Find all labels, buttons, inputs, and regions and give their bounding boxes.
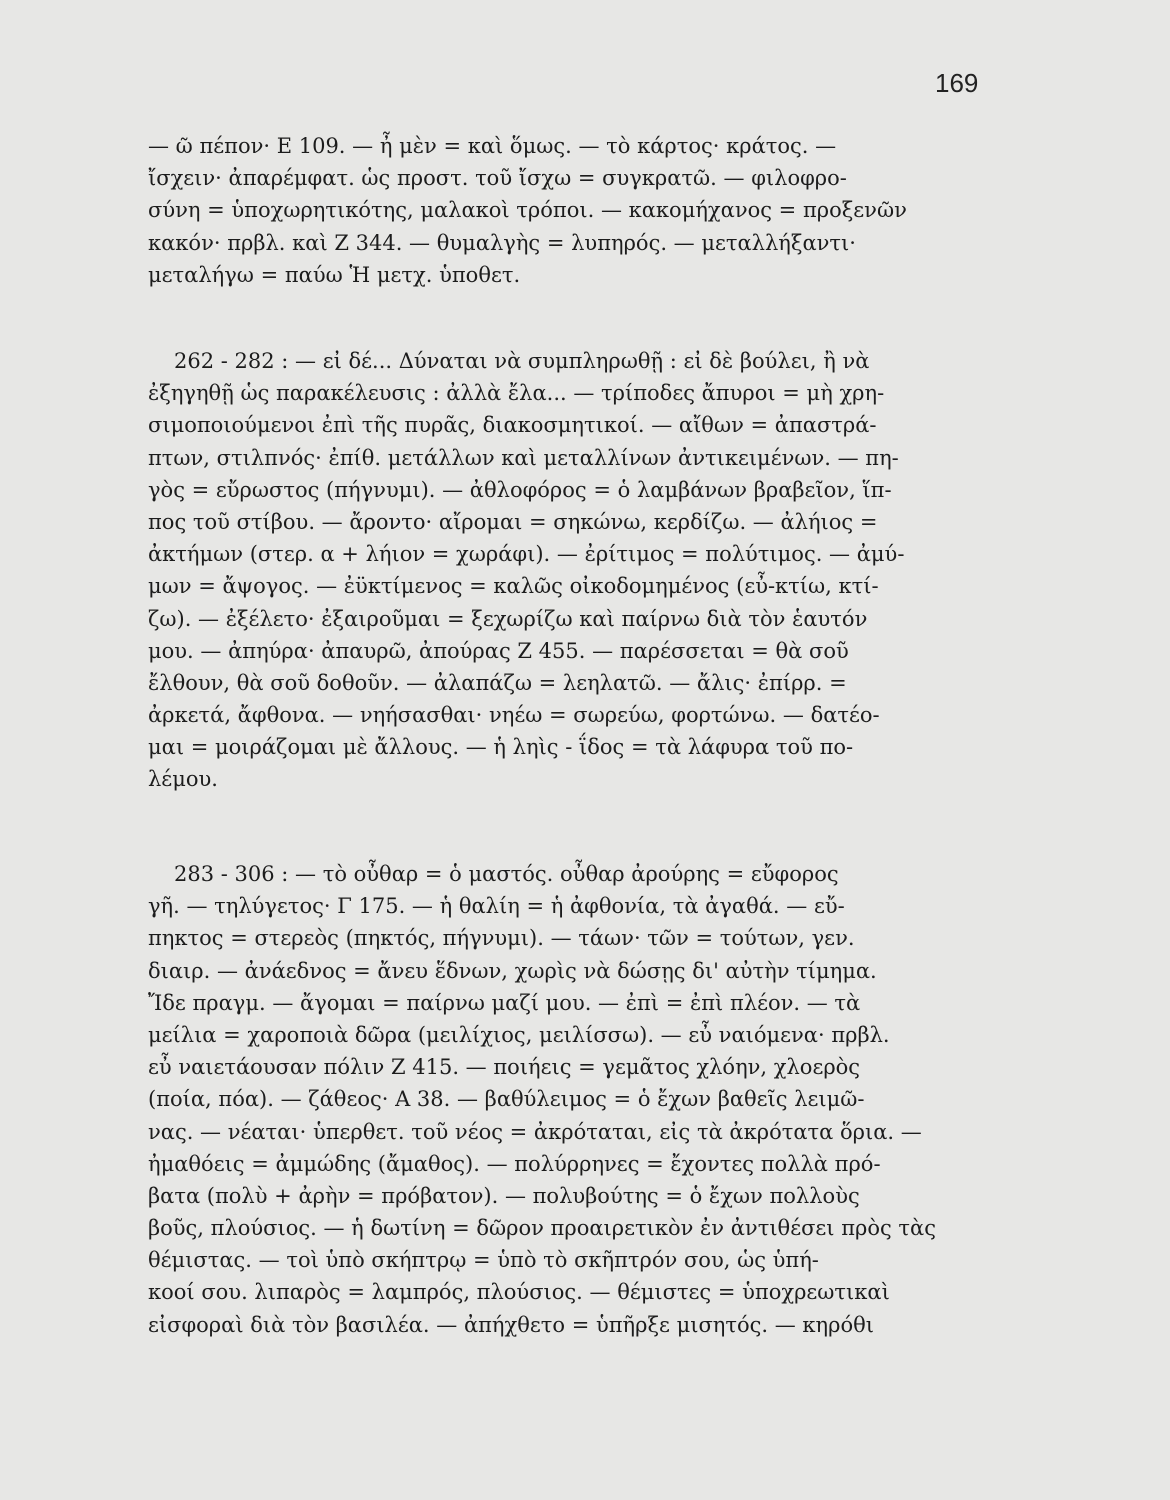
text-line: θέμιστας. — τοὶ ὑπὸ σκήπτρῳ = ὑπὸ τὸ σκῆπτρόν σου, ὡς ὑπή-: [148, 1248, 819, 1273]
text-line: μείλια = χαροποιὰ δῶρα (μειλίχιος, μειλίσσω). — εὖ ναιόμενα· πρβλ.: [148, 1022, 890, 1047]
text-line: ἐξηγηθῇ ὡς παρακέλευσις : ἀλλὰ ἔλα... — τρίποδες ἄπυροι = μὴ χρη-: [148, 381, 885, 406]
page-number: 169: [935, 68, 979, 98]
text-line: — ῶ πέπον· Ε 109. — ἦ μὲν = καὶ ὅμως. — τὸ κάρτος· κράτος. —: [148, 134, 837, 158]
text-line: 283 - 306 : — τὸ οὖθαρ = ὁ μαστός. οὖθαρ ἀρούρης = εὔφορος: [174, 862, 839, 886]
text-line: μαι = μοιράζομαι μὲ ἄλλους. — ἡ ληὶς - ΐδος = τὰ λάφυρα τοῦ πο-: [148, 735, 854, 760]
text-line: βοῦς, πλούσιος. — ἡ δωτίνη = δῶρον προαιρετικὸν ἐν ἀντιθέσει πρὸς τὰς: [148, 1216, 936, 1241]
text-line: κακόν· πρβλ. καὶ Ζ 344. — θυμαλγὴς = λυπηρός. — μεταλλήξαντι·: [148, 230, 856, 255]
text-line: κοοί σου. λιπαρὸς = λαμπρός, πλούσιος. — θέμιστες = ὑποχρεωτικαὶ: [148, 1280, 890, 1305]
text-line: πτων, στιλπνός· ἐπίθ. μετάλλων καὶ μεταλλίνων ἀντικειμένων. — πη-: [148, 445, 899, 470]
text-line: διαιρ. — ἀνάεδνος = ἄνευ ἕδνων, χωρὶς νὰ δώσῃς δι' αὐτὴν τίμημα.: [148, 958, 877, 983]
text-line: γὸς = εὔρωστος (πήγνυμι). — ἀθλοφόρος = ὁ λαμβάνων βραβεῖον, ἵπ-: [148, 477, 892, 502]
text-line: πος τοῦ στίβου. — ἄροντο· αἴρομαι = σηκώνω, κερδίζω. — ἀλήιος =: [148, 509, 878, 534]
text-line: βατα (πολὺ + ἀρὴν = πρόβατον). — πολυβούτης = ὁ ἔχων πολλοὺς: [148, 1183, 860, 1208]
text-line: (ποία, πόα). — ζάθεος· Α 38. — βαθύλειμος = ὁ ἔχων βαθεῖς λειμῶ-: [148, 1087, 865, 1112]
text-line: ἀρκετά, ἄφθονα. — νηήσασθαι· νηέω = σωρεύω, φορτώνω. — δατέο-: [148, 703, 880, 728]
text-line: γῆ. — τηλύγετος· Γ 175. — ἡ θαλίη = ἡ ἀφθονία, τὰ ἀγαθά. — εὔ-: [148, 894, 845, 919]
text-line: ζω). — ἐξέλετο· ἐξαιροῦμαι = ξεχωρίζω καὶ παίρνω διὰ τὸν ἑαυτόν: [148, 606, 868, 631]
text-line: Ἴδε πραγμ. — ἄγομαι = παίρνω μαζί μου. — ἐπὶ = ἐπὶ πλέον. — τὰ: [148, 990, 861, 1015]
text-line: εἰσφοραὶ διὰ τὸν βασιλέα. — ἀπήχθετο = ὑπῆρξε μισητός. — κηρόθι: [148, 1312, 875, 1337]
text-line: εὖ ναιετάουσαν πόλιν Ζ 415. — ποιήεις = γεμᾶτος χλόην, χλοερὸς: [148, 1055, 861, 1080]
text-line: 262 - 282 : — εἰ δέ... Δύναται νὰ συμπληρωθῇ : εἰ δὲ βούλει, ἢ νὰ: [174, 349, 870, 373]
text-line: πηκτος = στερεὸς (πηκτός, πήγνυμι). — τάων· τῶν = τούτων, γεν.: [148, 926, 855, 951]
paragraph-2: [148, 345, 998, 796]
text-line: ἔλθουν, θὰ σοῦ δοθοῦν. — ἀλαπάζω = λεηλατῶ. — ἄλις· ἐπίρρ. =: [148, 670, 847, 695]
text-line: μου. — ἀπηύρα· ἀπαυρῶ, ἀπούρας Ζ 455. — παρέσσεται = θὰ σοῦ: [148, 638, 849, 663]
text-line: μων = ἄψογος. — ἐϋκτίμενος = καλῶς οἰκοδομημένος (εὖ-κτίω, κτί-: [148, 574, 879, 599]
text-line: λέμου.: [148, 767, 218, 792]
text-line: ἠμαθόεις = ἀμμώδης (ἄμαθος). — πολύρρηνες = ἔχοντες πολλὰ πρό-: [148, 1151, 881, 1176]
text-line: ἴσχειν· ἀπαρέμφατ. ὡς προστ. τοῦ ἴσχω = συγκρατῶ. — φιλοφρο-: [148, 166, 847, 191]
text-line: νας. — νέαται· ὑπερθετ. τοῦ νέος = ἀκρόταται, εἰς τὰ ἀκρότατα ὅρια. —: [148, 1119, 922, 1144]
paragraph-1: [148, 130, 998, 291]
text-line: σύνη = ὑποχωρητικότης, μαλακοὶ τρόποι. — κακομήχανος = προξενῶν: [148, 198, 907, 223]
text-line: σιμοποιούμενοι ἐπὶ τῆς πυρᾶς, διακοσμητικοί. — αἴθων = ἀπαστρά-: [148, 413, 877, 438]
text-line: μεταλήγω = παύω Ἡ μετχ. ὑποθετ.: [148, 262, 521, 287]
paragraph-3: [148, 858, 998, 1341]
text-line: ἀκτήμων (στερ. α + λήιον = χωράφι). — ἐρίτιμος = πολύτιμος. — ἀμύ-: [148, 542, 905, 567]
